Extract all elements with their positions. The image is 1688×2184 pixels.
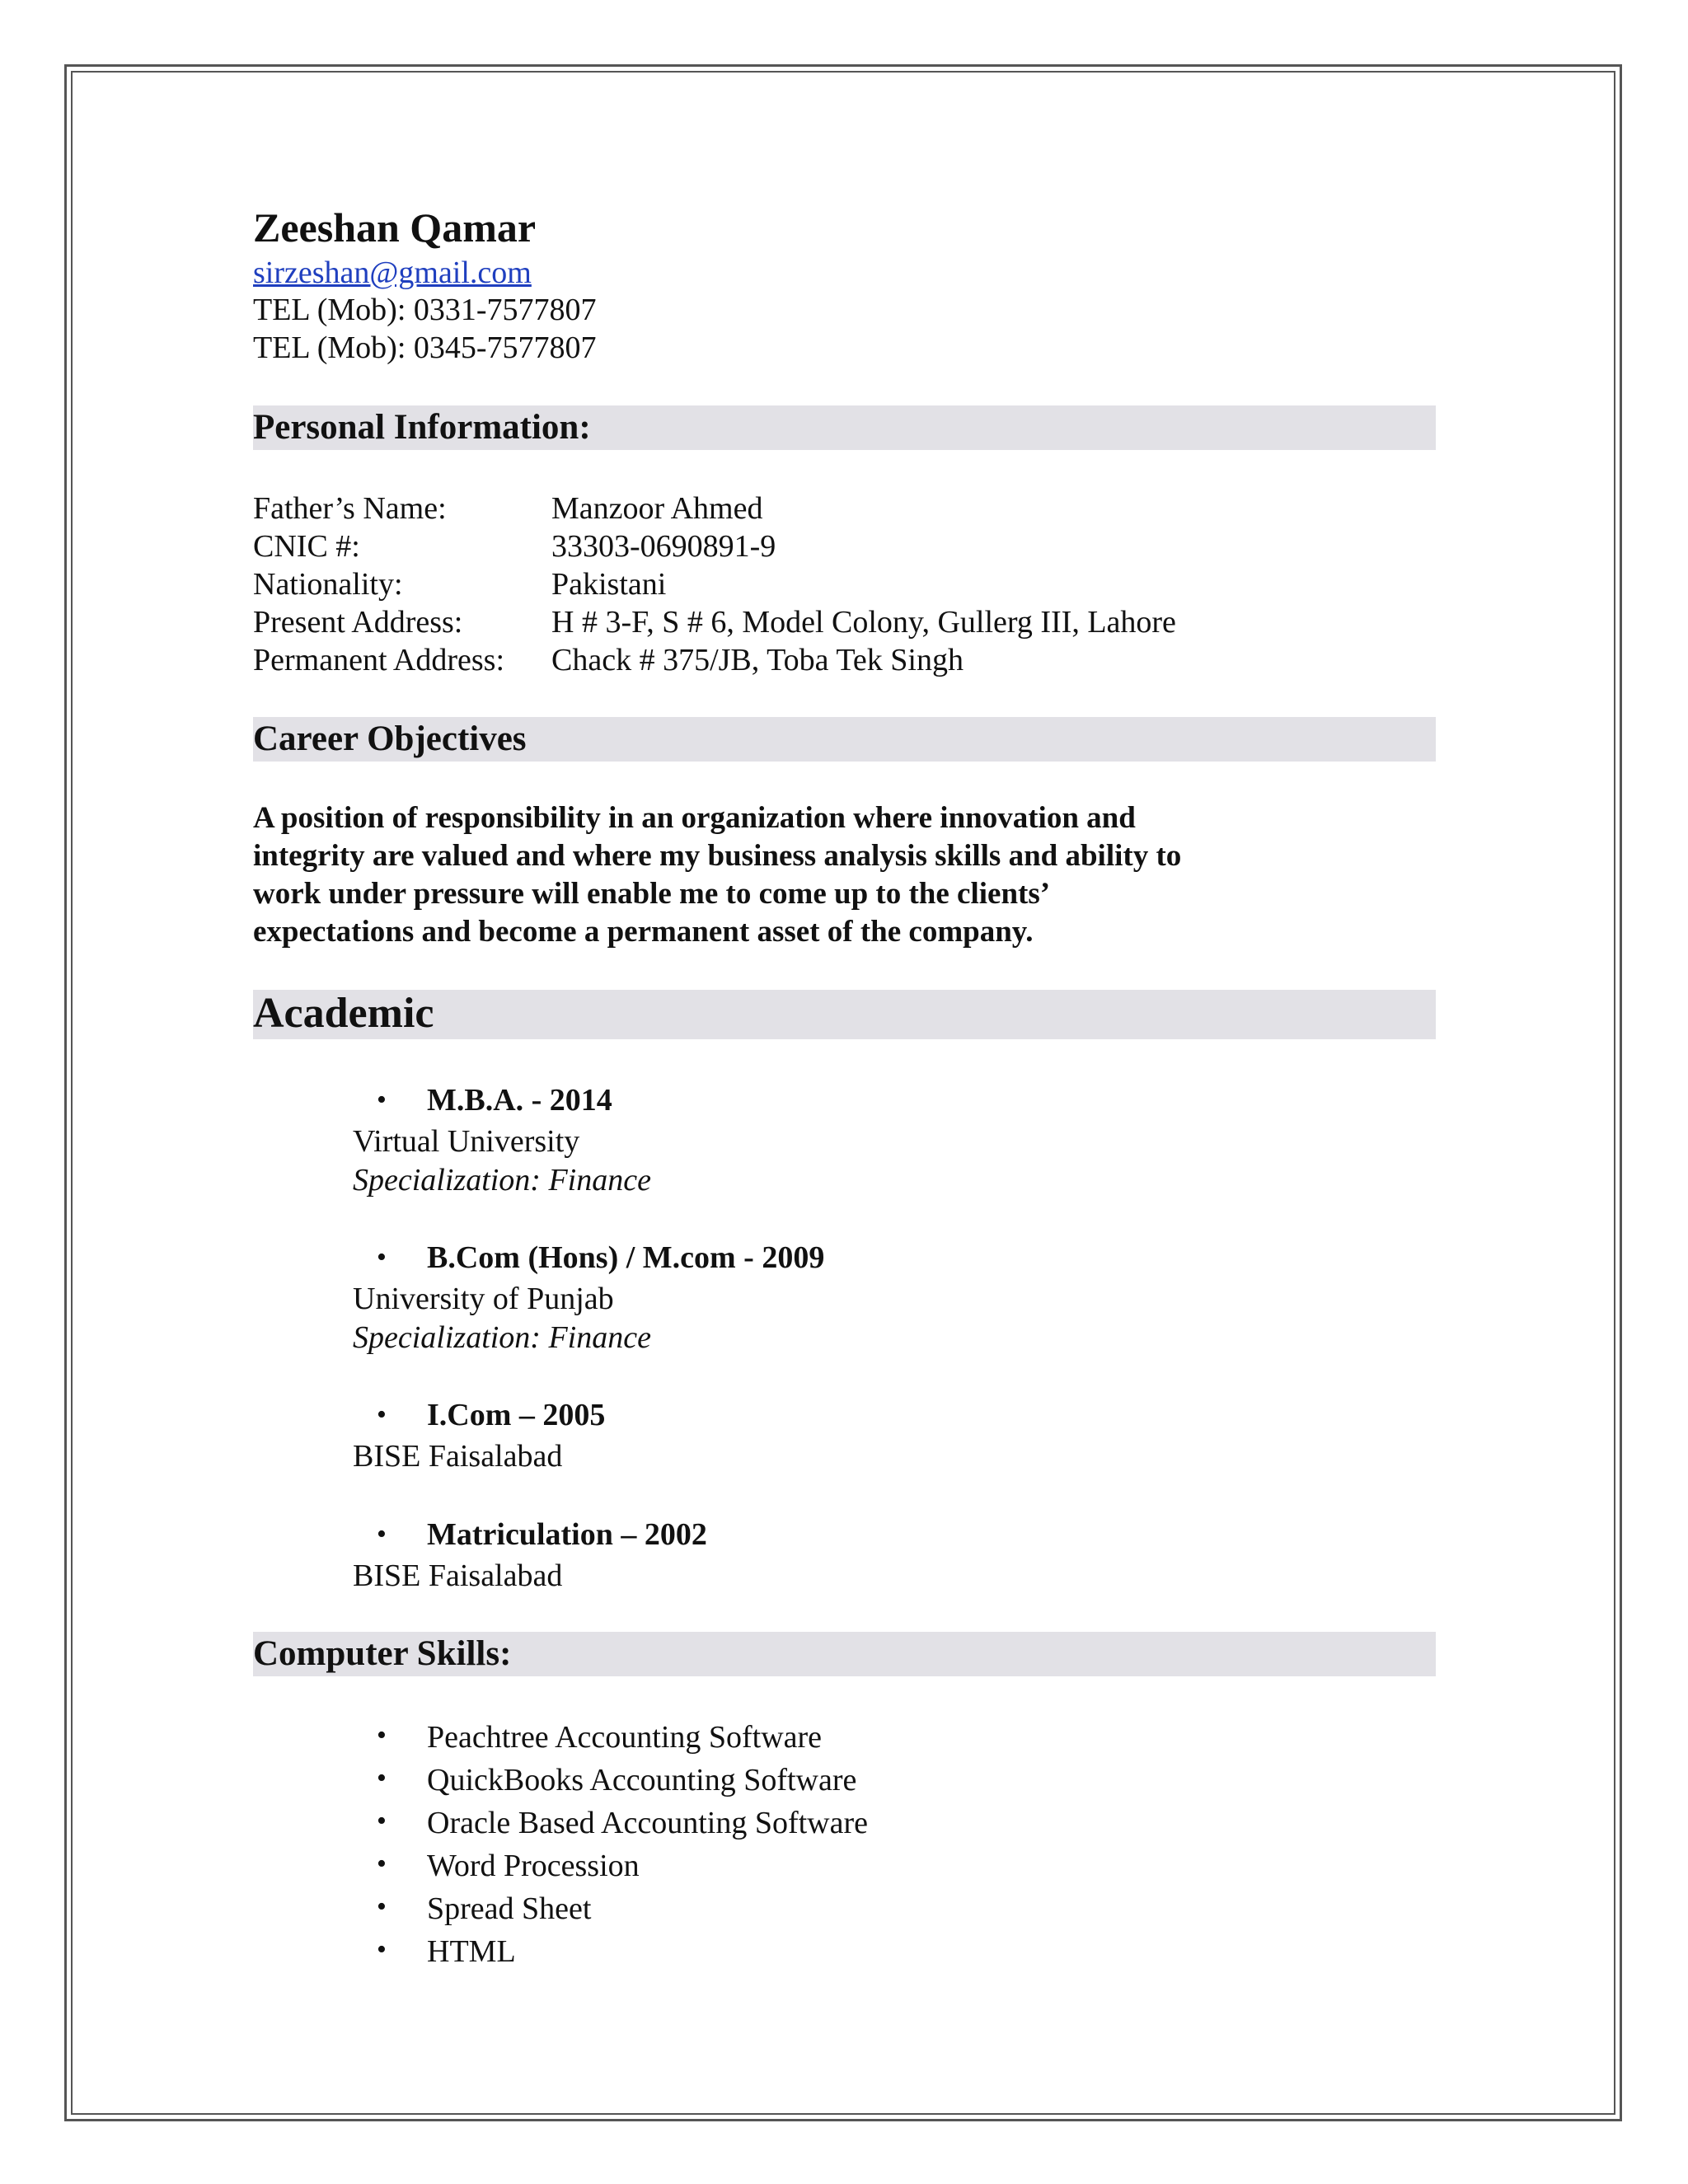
academic-degree: I.Com – 2005 [427,1398,606,1432]
info-value: Manzoor Ahmed [551,491,763,526]
academic-institution: BISE Faisalabad [353,1439,563,1474]
candidate-name: Zeeshan Qamar [253,204,537,251]
section-title-personal: Personal Information: [253,408,591,447]
bullet-icon: • [377,1085,387,1115]
bullet-icon: • [377,1763,387,1793]
career-objective-text [253,799,1325,951]
info-label: Father’s Name: [253,491,447,526]
objective-line: work under pressure will enable me to come up to the clients’ [253,877,1051,911]
bullet-icon: • [377,1399,387,1430]
info-value: Pakistani [551,567,667,602]
academic-institution: BISE Faisalabad [353,1558,563,1593]
bullet-icon: • [377,1891,387,1922]
academic-institution: Virtual University [353,1124,580,1159]
info-value: 33303-0690891-9 [551,529,776,564]
skill-item: Spread Sheet [427,1891,592,1926]
objective-line: A position of responsibility in an organization where innovation and [253,801,1136,835]
academic-degree: B.Com (Hons) / M.com - 2009 [427,1240,825,1275]
info-label: Nationality: [253,567,403,602]
section-title-skills: Computer Skills: [253,1634,512,1673]
bullet-icon: • [377,1934,387,1965]
section-title-academic: Academic [253,990,434,1037]
academic-specialization: Specialization: Finance [353,1163,651,1197]
skill-item: Oracle Based Accounting Software [427,1806,868,1840]
bullet-icon: • [377,1242,387,1272]
info-value: Chack # 375/JB, Toba Tek Singh [551,643,964,677]
academic-degree: M.B.A. - 2014 [427,1083,612,1118]
skill-item: Word Procession [427,1849,640,1883]
bullet-icon: • [377,1806,387,1836]
info-label: Permanent Address: [253,643,505,677]
academic-specialization: Specialization: Finance [353,1320,651,1355]
phone-1: TEL (Mob): 0331-7577807 [253,293,597,327]
info-label: CNIC #: [253,529,360,564]
info-value: H # 3-F, S # 6, Model Colony, Gullerg III, Lahore [551,605,1176,640]
bullet-icon: • [377,1519,387,1549]
academic-institution: University of Punjab [353,1282,614,1316]
section-title-career: Career Objectives [253,719,527,758]
phone-2: TEL (Mob): 0345-7577807 [253,330,597,365]
objective-line: integrity are valued and where my business analysis skills and ability to [253,839,1182,873]
objective-line: expectations and become a permanent asset of the company. [253,915,1034,949]
academic-degree: Matriculation – 2002 [427,1517,707,1552]
skill-item: Peachtree Accounting Software [427,1720,823,1755]
bullet-icon: • [377,1720,387,1750]
email-link[interactable]: sirzeshan@gmail.com [253,255,532,290]
skill-item: QuickBooks Accounting Software [427,1763,857,1797]
info-label: Present Address: [253,605,463,640]
skill-item: HTML [427,1934,516,1969]
bullet-icon: • [377,1849,387,1879]
